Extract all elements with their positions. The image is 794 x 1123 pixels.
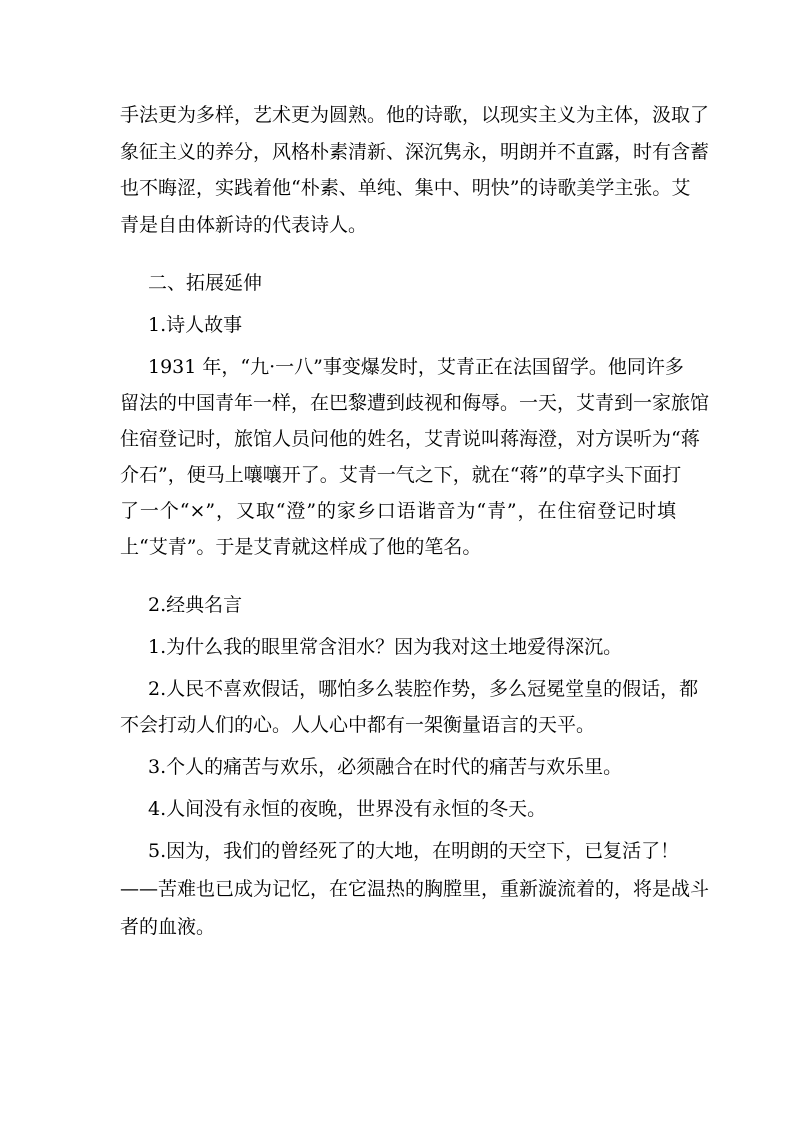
quotes-heading: 2.经典名言: [148, 594, 243, 616]
section-heading: 二、拓展延伸: [148, 272, 263, 294]
quote-2-line-2: 不会打动人们的心。人人心中都有一架衡量语言的天平。: [120, 714, 596, 736]
quote-5-line-2: ——苦难也已成为记忆，在它温热的胸膛里，重新漩流着的，将是战斗: [120, 878, 710, 900]
story-heading: 1.诗人故事: [148, 314, 243, 336]
quote-4: 4.人间没有永恒的夜晚，世界没有永恒的冬天。: [148, 798, 547, 820]
story-line-3: 住宿登记时，旅馆人员问他的姓名，艾青说叫蒋海澄，对方误听为“蒋: [120, 428, 700, 450]
story-line-5: 了一个“×”，又取“澄”的家乡口语谐音为“青”，在住宿登记时填: [120, 500, 676, 522]
story-line-6: 上“艾青”。于是艾青就这样成了他的笔名。: [120, 536, 482, 558]
story-line-2: 留法的中国青年一样，在巴黎遭到歧视和侮辱。一天，艾青到一家旅馆: [120, 392, 710, 414]
quote-1: 1.为什么我的眼里常含泪水？因为我对这土地爱得深沉。: [148, 636, 623, 658]
intro-line-4: 青是自由体新诗的代表诗人。: [120, 214, 368, 236]
intro-line-3: 也不晦涩，实践着他“朴素、单纯、集中、明快”的诗歌美学主张。艾: [120, 177, 691, 199]
quote-5-line-1: 5.因为，我们的曾经死了的大地，在明朗的天空下，已复活了！: [148, 840, 680, 862]
intro-line-1: 手法更为多样，艺术更为圆熟。他的诗歌，以现实主义为主体，汲取了: [120, 104, 710, 126]
story-line-1: 1931 年，“九·一八”事变爆发时，艾青正在法国留学。他同许多: [148, 356, 684, 378]
quote-3: 3.个人的痛苦与欢乐，必须融合在时代的痛苦与欢乐里。: [148, 756, 623, 778]
quote-2-line-1: 2.人民不喜欢假话，哪怕多么装腔作势，多么冠冕堂皇的假话，都: [148, 678, 699, 700]
intro-line-2: 象征主义的养分，风格朴素清新、深沉隽永，明朗并不直露，时有含蓄: [120, 141, 710, 163]
story-line-4: 介石”，便马上嚷嚷开了。艾青一气之下，就在“蒋”的草字头下面打: [120, 464, 682, 486]
quote-5-line-3: 者的血液。: [120, 916, 216, 938]
